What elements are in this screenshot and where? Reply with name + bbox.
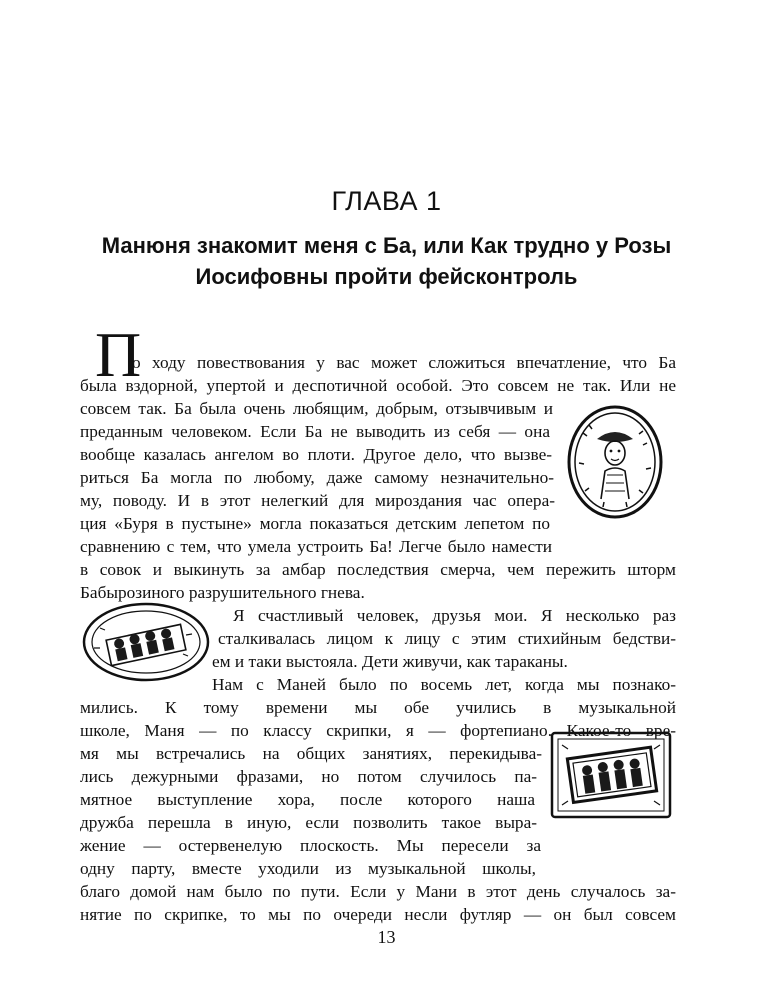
text-line: благо домой нам было по пути. Если у Мани в этот день случалось за- <box>80 882 676 901</box>
text-line: совсем так. Ба была очень любящим, добрым, отзывчивым и <box>80 399 553 418</box>
text-line: му, поводу. И в этот нелегкий для мироздания час опера- <box>80 491 555 510</box>
text-line: сравнению с тем, что умела устроить Ба! Легче было намести <box>80 537 552 556</box>
page-number: 13 <box>377 927 396 947</box>
text-line: мя мы встречались на общих занятиях, перекидыва- <box>80 744 542 763</box>
oval-portrait-illustration <box>563 403 667 521</box>
framed-group-illustration <box>546 725 676 825</box>
text-line: в совок и выкинуть за амбар последствия смерча, чем пережить шторм <box>80 560 676 579</box>
chapter-title-line-1: Манюня знакомит меня с Ба, или Как трудно у Розы <box>101 233 672 258</box>
text-line: школе, Маня — по классу скрипки, я — фортепиано. Какое-то вре- <box>80 721 676 740</box>
text-line: Нам с Маней было по восемь лет, когда мы познако- <box>212 675 676 694</box>
chapter-label: ГЛАВА 1 <box>331 186 442 216</box>
text-line: о ходу повествования у вас может сложиться впечатление, что Ба <box>132 353 676 372</box>
text-line: сталкивалась лицом к лицу с этим стихийным бедстви- <box>218 629 676 648</box>
text-line: вообще казалась ангелом во плоти. Другое дело, что вызве- <box>80 445 552 464</box>
text-line: риться Ба могла по любому, даже самому незначительно- <box>80 468 554 487</box>
chapter-title <box>80 230 693 292</box>
text-line: Я счастливый человек, друзья мои. Я несколько раз <box>233 606 676 625</box>
chapter-title-line-2: Иосифовны пройти фейсконтроль <box>195 264 578 289</box>
text-line: одну парту, вместе уходили из музыкальной школы, <box>80 859 536 878</box>
drop-cap: П <box>95 319 142 390</box>
text-line: преданным человеком. Если Ба не выводить из себя — она <box>80 422 550 441</box>
text-line: была вздорной, упертой и деспотичной особой. Это совсем не так. Или не <box>80 376 676 395</box>
text-line: лись дежурными фразами, но потом случилось па- <box>80 767 537 786</box>
text-line: ция «Буря в пустыне» могла показаться детским лепетом по <box>80 514 550 533</box>
text-line: Бабырозиного разрушительного гнева. <box>80 583 365 602</box>
text-line: мились. К тому времени мы обе учились в музыкальной <box>80 698 676 717</box>
text-line: жение — остервенелую плоскость. Мы пересели за <box>80 836 541 855</box>
text-line: мятное выступление хора, после которого наша <box>80 790 535 809</box>
text-line: нятие по скрипке, то мы по очереди несли футляр — он был совсем <box>80 905 676 924</box>
text-line: ем и таки выстояла. Дети живучи, как тараканы. <box>212 652 568 671</box>
oval-children-illustration <box>80 598 212 686</box>
text-line: дружба перешла в иную, если позволить такое выра- <box>80 813 537 832</box>
